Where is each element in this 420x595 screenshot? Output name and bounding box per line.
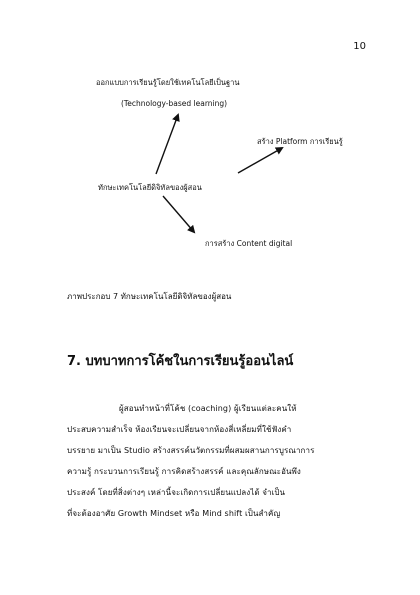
diagram-arrows xyxy=(0,0,420,260)
arrow-to-technology-based-learning xyxy=(156,115,178,174)
body-line: ผู้สอนทำหน้าที่โค้ช (coaching) ผู้เรียนแต่ละคนให้ xyxy=(119,404,297,413)
diagram-node-technology-learning-en: (Technology-based learning) xyxy=(121,99,228,108)
diagram-node-content-digital: การสร้าง Content digital xyxy=(205,239,293,248)
section-heading: 7. บทบาทการโค้ชในการเรียนรู้ออนไลน์ xyxy=(67,354,294,369)
body-line: บรรยาย มาเป็น Studio สร้างสรรค์นวัตกรรมที่ผสมผสานการบูรณาการ xyxy=(67,446,315,455)
skills-diagram xyxy=(0,0,420,260)
arrow-to-platform xyxy=(238,148,282,173)
body-line: ความรู้ กระบวนการเรียนรู้ การคิดสร้างสรรค์ และคุณลักษณะอันพึง xyxy=(67,467,301,476)
diagram-node-platform: สร้าง Platform การเรียนรู้ xyxy=(257,137,343,146)
body-line: ประสงค์ โดยที่สิ่งต่างๆ เหล่านี้จะเกิดการเปลี่ยนแปลงได้ จำเป็น xyxy=(67,488,286,497)
diagram-node-center-skills: ทักษะเทคโนโลยีดิจิทัลของผู้สอน xyxy=(98,183,202,192)
figure-caption: ภาพประกอบ 7 ทักษะเทคโนโลยีดิจิทัลของผู้สอน xyxy=(67,292,232,301)
body-paragraph xyxy=(67,398,367,524)
arrow-to-content-digital xyxy=(163,196,194,232)
body-line: ประสบความสำเร็จ ห้องเรียนจะเปลี่ยนจากห้องสี่เหลี่ยมที่ใช้ฟังคำ xyxy=(67,425,292,434)
page-number: 10 xyxy=(353,41,366,52)
diagram-node-technology-learning: ออกแบบการเรียนรู้โดยใช้เทคโนโลยีเป็นฐาน xyxy=(96,78,240,87)
body-line: ที่จะต้องอาศัย Growth Mindset หรือ Mind shift เป็นสำคัญ xyxy=(67,509,281,518)
